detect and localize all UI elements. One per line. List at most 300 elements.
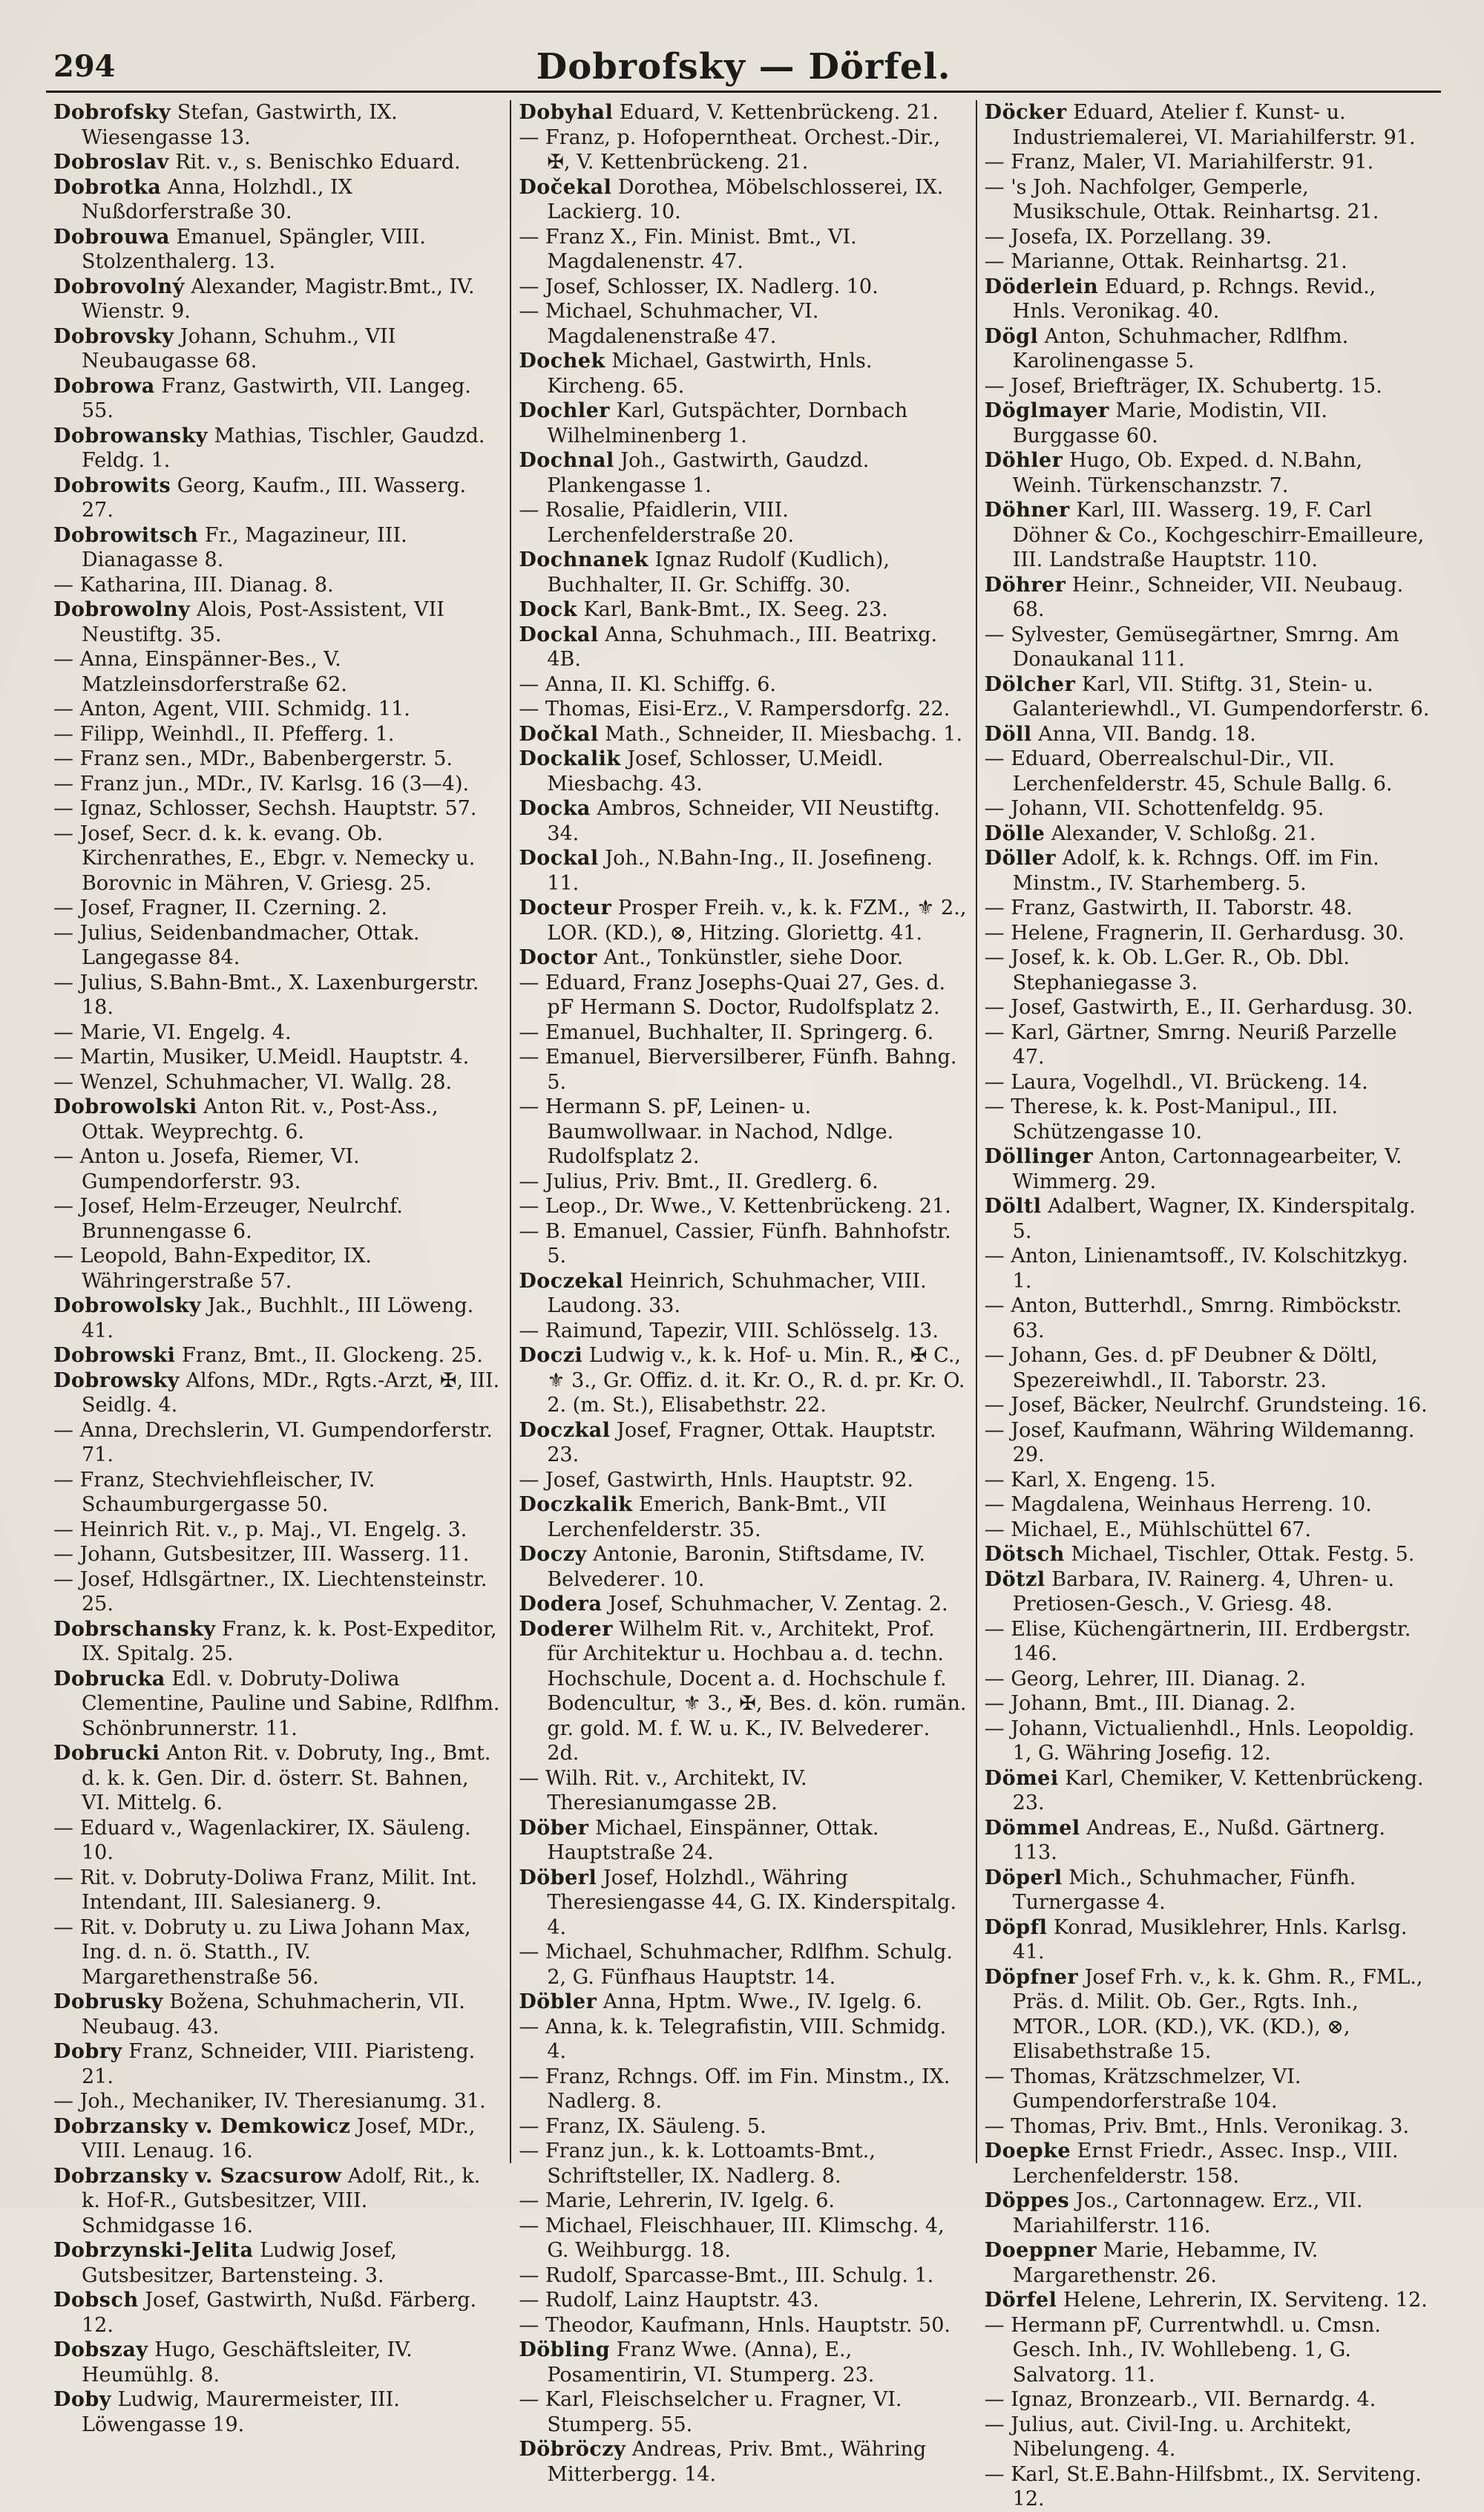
directory-entry xyxy=(519,2313,968,2338)
entry-surname: Dobry xyxy=(53,2040,122,2063)
entry-details: Heinrich, Schuhmacher, VIII. Laudong. 33. xyxy=(547,1269,927,1317)
directory-entry xyxy=(53,722,502,747)
entry-details: Ludwig Josef, Gutsbesitzer, Bartensteing. 3. xyxy=(82,2239,397,2287)
entry-surname: Dockalik xyxy=(519,747,621,770)
directory-entry xyxy=(53,2114,502,2164)
entry-surname: Doczi xyxy=(519,1344,583,1367)
entry-details: — Eduard v., Wagenlackirer, IX. Säuleng. 10. xyxy=(53,1816,471,1864)
directory-entry xyxy=(519,1866,968,1941)
directory-entry xyxy=(53,1020,502,1046)
entry-details: — Josef, Gastwirth, Hnls. Hauptstr. 92. xyxy=(519,1468,913,1492)
directory-entry xyxy=(53,921,502,971)
page-header xyxy=(46,46,1441,93)
directory-entry xyxy=(53,2288,502,2338)
entry-surname: Dobroslav xyxy=(53,151,169,174)
directory-entry xyxy=(519,349,968,399)
entry-details: — Josef, Helm-Erzeuger, Neulrchf. Brunnengasse 6. xyxy=(53,1195,403,1243)
directory-entry xyxy=(519,175,968,225)
entry-surname: Dock xyxy=(519,598,577,621)
entry-details: — Karl, St.E.Bahn-Hilfsbmt., IX. Serviteng. 12. xyxy=(984,2462,1422,2511)
directory-entry xyxy=(985,324,1434,374)
directory-entry xyxy=(985,399,1434,448)
entry-details: — Josef, Hdlsgärtner., IX. Liechtensteinstr. 25. xyxy=(53,1567,487,1616)
entry-details: — Raimund, Tapezir, VIII. Schlösselg. 13. xyxy=(519,1319,939,1342)
directory-entry xyxy=(519,747,968,796)
directory-entry xyxy=(53,1095,502,1144)
directory-entry xyxy=(53,697,502,722)
entry-details: — B. Emanuel, Cassier, Fünfh. Bahnhofstr. 5. xyxy=(519,1219,951,1268)
directory-entry xyxy=(519,2437,968,2487)
directory-entry xyxy=(985,995,1434,1020)
entry-surname: Doepke xyxy=(984,2139,1071,2162)
entry-details: — Laura, Vogelhdl., VI. Brückeng. 14. xyxy=(984,1070,1368,1094)
directory-entry xyxy=(53,175,502,225)
directory-entry xyxy=(985,1194,1434,1244)
entry-details: Ignaz Rudolf (Kudlich), Buchhalter, II. Gr. Schiffg. 30. xyxy=(547,548,890,597)
entry-surname: Döderlein xyxy=(984,275,1099,298)
entry-details: — Thomas, Priv. Bmt., Hnls. Veronikag. 3. xyxy=(984,2114,1410,2138)
directory-entry xyxy=(519,2387,968,2437)
directory-entry xyxy=(985,722,1434,747)
entry-details: Konrad, Musiklehrer, Hnls. Karlsg. 41. xyxy=(1012,1915,1408,1964)
entry-details: — Anna, Drechslerin, VI. Gumpendorferstr. 71. xyxy=(53,1418,493,1466)
entry-surname: Dochek xyxy=(519,350,605,373)
directory-entry xyxy=(53,772,502,797)
entry-details: — Josefa, IX. Porzellang. 39. xyxy=(984,225,1273,249)
entry-surname: Dobrowski xyxy=(53,1344,176,1367)
entry-details: Josef, Gastwirth, Nußd. Färberg. 12. xyxy=(82,2289,477,2337)
directory-entry xyxy=(519,275,968,300)
directory-entry xyxy=(519,125,968,175)
directory-entry xyxy=(519,448,968,498)
entry-details: Ludwig v., k. k. Hof- u. Min. R., ✠ C., ⚜ 3., Gr. Offiz. d. it. Kr. O., R. d. pr. Kr. O. 2. (m. St.), Elisabethstr. 22. xyxy=(547,1344,965,1417)
entry-details: — Marie, Lehrerin, IV. Igelg. 6. xyxy=(519,2189,835,2212)
entry-details: Edl. v. Dobruty-Doliwa Clementine, Pauline und Sabine, Rdlfhm. Schönbrunnerstr. 11. xyxy=(82,1667,500,1740)
directory-entry xyxy=(985,448,1434,498)
entry-surname: Dobrzansky v. Szacsurow xyxy=(53,2164,342,2188)
entry-details: — Wilh. Rit. v., Architekt, IV. Theresianumgasse 2B. xyxy=(519,1766,807,1814)
entry-details: Johann, Schuhm., VII Neubaugasse 68. xyxy=(82,324,396,373)
entry-surname: Dobrschansky xyxy=(53,1617,216,1641)
directory-entry xyxy=(985,796,1434,822)
directory-entry xyxy=(985,1020,1434,1070)
entry-details: — Magdalena, Weinhaus Herreng. 10. xyxy=(984,1493,1372,1516)
directory-entry xyxy=(985,1766,1434,1816)
entry-surname: Döller xyxy=(984,847,1056,870)
entry-details: Karl, Gutspächter, Dornbach Wilhelminenberg 1. xyxy=(547,399,908,447)
directory-entry xyxy=(985,1816,1434,1866)
entry-details: — Ignaz, Bronzearb., VII. Bernardg. 4. xyxy=(984,2388,1376,2411)
directory-entry xyxy=(519,2214,968,2263)
directory-entry xyxy=(985,623,1434,672)
entry-details: — Franz, Maler, VI. Mariahilferstr. 91. xyxy=(984,151,1374,174)
entry-details: — Johann, VII. Schottenfeldg. 95. xyxy=(984,797,1324,820)
entry-details: — Emanuel, Buchhalter, II. Springerg. 6. xyxy=(519,1020,934,1044)
entry-details: — Eduard, Franz Josephs-Quai 27, Ges. d. pF Hermann S. Doctor, Rudolfsplatz 2. xyxy=(519,971,946,1019)
directory-entry xyxy=(519,2065,968,2114)
entry-details: — Julius, aut. Civil-Ing. u. Architekt, Nibelungeng. 4. xyxy=(984,2413,1352,2461)
directory-entry xyxy=(985,822,1434,847)
directory-entry xyxy=(985,1965,1434,2065)
entry-details: — Michael, Schuhmacher, VI. Magdalenenstraße 47. xyxy=(519,300,819,348)
directory-entry xyxy=(985,945,1434,995)
entry-surname: Dochler xyxy=(519,399,610,422)
entry-surname: Dörfel xyxy=(984,2289,1057,2312)
entry-surname: Dölle xyxy=(984,822,1045,845)
directory-entry xyxy=(519,597,968,623)
entry-details: — Josef, Secr. d. k. k. evang. Ob. Kirchenrathes, E., Ebgr. v. Nemecky u. Borovnic in Mähren, V. Griesg. 25. xyxy=(53,822,476,895)
directory-entry xyxy=(53,2089,502,2114)
entry-surname: Döbröczy xyxy=(519,2438,626,2461)
directory-entry xyxy=(53,1667,502,1742)
entry-details: Anton, Cartonnagearbeiter, V. Wimmerg. 29. xyxy=(1012,1145,1402,1193)
directory-entry xyxy=(519,896,968,945)
directory-entry xyxy=(985,175,1434,225)
entry-surname: Dobyhal xyxy=(519,101,614,124)
directory-entry xyxy=(519,1319,968,1344)
entry-surname: Döglmayer xyxy=(984,399,1109,422)
entry-details: — Franz X., Fin. Minist. Bmt., VI. Magdalenenstr. 47. xyxy=(519,225,857,273)
directory-entry xyxy=(53,374,502,424)
entry-details: — Karl, X. Engeng. 15. xyxy=(984,1468,1216,1492)
page-number: 294 xyxy=(53,49,116,84)
entry-surname: Doczy xyxy=(519,1543,587,1566)
entry-details: — Johann, Ges. d. pF Deubner & Döltl, Spezereiwhdl., II. Taborstr. 23. xyxy=(984,1344,1378,1392)
entry-details: — Georg, Lehrer, III. Dianag. 2. xyxy=(984,1667,1306,1690)
directory-entry xyxy=(53,1343,502,1368)
entry-surname: Dobrouwa xyxy=(53,225,170,249)
directory-entry xyxy=(53,523,502,573)
entry-details: — Rudolf, Sparcasse-Bmt., III. Schulg. 1. xyxy=(519,2263,934,2287)
directory-entry xyxy=(985,2387,1434,2413)
directory-entry xyxy=(53,1816,502,1866)
entry-details: — Michael, E., Mühlschüttel 67. xyxy=(984,1518,1312,1541)
directory-entry xyxy=(53,1915,502,1990)
entry-details: Josef, Holzhdl., Währing Theresiengasse 44, G. IX. Kinderspitalg. 4. xyxy=(547,1866,957,1939)
directory-entry xyxy=(985,275,1434,324)
entry-details: — Martin, Musiker, U.Meidl. Hauptstr. 4. xyxy=(53,1046,470,1069)
entry-surname: Dobrucka xyxy=(53,1667,165,1690)
directory-entry xyxy=(53,1045,502,1070)
entry-surname: Dömei xyxy=(984,1766,1059,1790)
directory-entry xyxy=(519,1990,968,2015)
directory-entry xyxy=(985,1492,1434,1518)
entry-details: — Anton, Linienamtsoff., IV. Kolschitzkyg. 1. xyxy=(984,1244,1408,1293)
entry-surname: Dockal xyxy=(519,847,599,870)
directory-entry xyxy=(519,2263,968,2289)
directory-entry xyxy=(985,374,1434,399)
entry-surname: Dodera xyxy=(519,1593,603,1616)
entry-details: Josef, Schuhmacher, V. Zentag. 2. xyxy=(602,1593,948,1616)
directory-entry xyxy=(53,1990,502,2039)
directory-entry xyxy=(985,1667,1434,1692)
entry-surname: Dobrofsky xyxy=(53,101,171,124)
directory-entry xyxy=(53,100,502,150)
directory-entry xyxy=(985,2114,1434,2139)
entry-details: — Josef, Bäcker, Neulrchf. Grundsteing. 16. xyxy=(984,1394,1428,1417)
entry-surname: Dobrowits xyxy=(53,473,171,497)
entry-details: — Franz sen., MDr., Babenbergerstr. 5. xyxy=(53,747,453,770)
entry-details: Franz, Schneider, VIII. Piaristeng. 21. xyxy=(82,2040,476,2088)
entry-details: Ant., Tonkünstler, siehe Door. xyxy=(597,946,904,969)
entry-details: — Franz, Rchngs. Off. im Fin. Minstm., IX. Nadlerg. 8. xyxy=(519,2065,951,2113)
entry-details: Ambros, Schneider, VII Neustiftg. 34. xyxy=(547,797,940,845)
entry-details: — Anton, Agent, VIII. Schmidg. 11. xyxy=(53,698,410,721)
columns xyxy=(46,100,1441,2511)
entry-details: Adolf, k. k. Rchngs. Off. im Fin. Minstm., IV. Starhemberg. 5. xyxy=(1012,847,1379,895)
entry-details: Barbara, IV. Rainerg. 4, Uhren- u. Pretiosen-Gesch., V. Griesg. 48. xyxy=(1012,1567,1395,1616)
entry-surname: Dölcher xyxy=(984,672,1076,696)
directory-entry xyxy=(985,921,1434,946)
entry-surname: Dobrucki xyxy=(53,1742,160,1765)
directory-entry xyxy=(53,647,502,697)
entry-surname: Dobszay xyxy=(53,2338,148,2361)
entry-details: Anton Rit. v., Post-Ass., Ottak. Weyprechtg. 6. xyxy=(82,1095,439,1144)
entry-surname: Dočekal xyxy=(519,175,612,199)
entry-surname: Dömmel xyxy=(984,1816,1080,1840)
entry-details: — 's Joh. Nachfolger, Gemperle, Musikschule, Ottak. Reinhartsg. 21. xyxy=(984,175,1379,223)
entry-surname: Dobrowolski xyxy=(53,1095,197,1118)
entry-details: — Franz, Stechviehfleischer, IV. Schaumburgergasse 50. xyxy=(53,1468,375,1516)
entry-surname: Döll xyxy=(984,722,1032,746)
directory-entry xyxy=(53,822,502,896)
directory-entry xyxy=(985,1915,1434,1965)
directory-entry xyxy=(519,399,968,448)
directory-entry xyxy=(985,1617,1434,1667)
entry-details: — Franz, Gastwirth, II. Taborstr. 48. xyxy=(984,896,1353,919)
entry-surname: Dobrovsky xyxy=(53,324,174,348)
entry-details: Heinr., Schneider, VII. Neubaug. 68. xyxy=(1012,573,1404,621)
entry-details: Eduard, p. Rchngs. Revid., Hnls. Veronikag. 40. xyxy=(1012,275,1376,323)
entry-details: Dorothea, Möbelschlosserei, IX. Lackierg. 10. xyxy=(547,175,944,223)
directory-entry xyxy=(985,100,1434,150)
entry-details: — Michael, Fleischhauer, III. Klimschg. 4, G. Weihburgg. 18. xyxy=(519,2214,945,2262)
entry-surname: Döber xyxy=(519,1816,589,1840)
directory-entry xyxy=(519,2139,968,2188)
directory-entry xyxy=(53,1468,502,1518)
entry-surname: Doczekal xyxy=(519,1269,624,1293)
entry-details: Adolf, Rit., k. k. Hof-R., Gutsbesitzer, VIII. Schmidgasse 16. xyxy=(82,2164,481,2237)
entry-surname: Döhler xyxy=(984,449,1063,472)
entry-details: — Josef, Kaufmann, Währing Wildemanng. 29. xyxy=(984,1418,1415,1466)
entry-details: Antonie, Baronin, Stiftsdame, IV. Belvederег. 10. xyxy=(547,1543,925,1591)
entry-surname: Dobrowa xyxy=(53,374,155,398)
entry-details: Alfons, MDr., Rgts.-Arzt, ✠, III. Seidlg. 4. xyxy=(82,1368,500,1417)
entry-surname: Dochnal xyxy=(519,449,614,472)
directory-entry xyxy=(985,1070,1434,1095)
entry-details: Franz, Gastwirth, VII. Langeg. 55. xyxy=(82,374,471,422)
directory-entry xyxy=(519,100,968,125)
entry-details: — Anton u. Josefa, Riemer, VI. Gumpendorferstr. 93. xyxy=(53,1145,360,1193)
entry-details: Božena, Schuhmacherin, VII. Neubaug. 43. xyxy=(82,1990,465,2039)
entry-details: — Johann, Bmt., III. Dianag. 2. xyxy=(984,1692,1296,1715)
directory-entry xyxy=(519,697,968,722)
directory-entry xyxy=(985,2139,1434,2188)
entry-details: Josef, Fragner, Ottak. Hauptstr. 23. xyxy=(547,1418,936,1466)
entry-details: Anton, Schuhmacher, Rdlfhm. Karolinengasse 5. xyxy=(1012,324,1349,373)
entry-details: Mathias, Tischler, Gaudzd. Feldg. 1. xyxy=(82,424,485,472)
entry-surname: Doderer xyxy=(519,1617,613,1641)
entry-details: Wilhelm Rit. v., Architekt, Prof. für Architektur u. Hochbau a. d. techn. Hochschule, Docent a. d. Hochschule f. Bodencultur, ⚜ 3., ✠, Bes. d. kön. rumän. gr. gold. M. f. W. u. K., IV. Belvederег. 2d. xyxy=(547,1617,967,1765)
directory-entry xyxy=(519,1766,968,1816)
entry-details: — Franz, p. Hofoperntheat. Orchest.-Dir., ✠, V. Kettenbrückeng. 21. xyxy=(519,125,941,174)
directory-entry xyxy=(53,896,502,921)
entry-details: — Hermann pF, Currentwhdl. u. Cmsn. Gesch. Inh., IV. Wohllebeng. 1, G. Salvatorg. 11. xyxy=(984,2313,1382,2387)
entry-details: Hugo, Ob. Exped. d. N.Bahn, Weinh. Türkenschanzstr. 7. xyxy=(1012,449,1363,497)
directory-entry xyxy=(985,1716,1434,1766)
directory-entry xyxy=(519,2288,968,2313)
directory-entry xyxy=(985,1567,1434,1617)
entry-surname: Döppes xyxy=(984,2189,1070,2212)
entry-details: — Franz jun., MDr., IV. Karlsg. 16 (3—4). xyxy=(53,772,470,796)
entry-details: Anna, VII. Bandg. 18. xyxy=(1031,722,1256,746)
entry-surname: Dočkal xyxy=(519,722,599,746)
entry-details: Michael, Tischler, Ottak. Festg. 5. xyxy=(1064,1543,1415,1566)
entry-details: Andreas, Priv. Bmt., Währing Mitterbergg. 14. xyxy=(547,2438,927,2486)
directory-entry xyxy=(519,722,968,747)
directory-entry xyxy=(53,1418,502,1468)
entry-surname: Dobrotka xyxy=(53,175,162,199)
entry-details: — Katharina, III. Dianag. 8. xyxy=(53,573,334,597)
entry-details: — Thomas, Eisi-Erz., V. Rampersdorfg. 22. xyxy=(519,698,951,721)
column-1 xyxy=(46,100,511,2436)
directory-entry xyxy=(985,1418,1434,1468)
entry-details: Emanuel, Spängler, VIII. Stolzenthalerg. 13. xyxy=(82,225,426,273)
entry-details: Andreas, E., Nußd. Gärtnerg. 113. xyxy=(1012,1816,1385,1864)
directory-entry xyxy=(519,2114,968,2139)
directory-entry xyxy=(519,2188,968,2214)
entry-details: — Eduard, Oberrealschul-Dir., VII. Lerchenfelderstr. 45, Schule Ballg. 6. xyxy=(984,747,1393,796)
entry-details: — Josef, Schlosser, IX. Nadlerg. 10. xyxy=(519,275,879,298)
entry-surname: Dobrowolsky xyxy=(53,1294,202,1317)
directory-entry xyxy=(519,846,968,896)
entry-surname: Doby xyxy=(53,2388,111,2411)
directory-entry xyxy=(53,1542,502,1567)
directory-entry xyxy=(519,623,968,672)
directory-entry xyxy=(53,473,502,523)
entry-details: — Marie, VI. Engelg. 4. xyxy=(53,1020,292,1044)
entry-details: Marie, Hebamme, IV. Margarethenstr. 26. xyxy=(1012,2239,1319,2287)
directory-entry xyxy=(53,2039,502,2089)
directory-entry xyxy=(53,796,502,822)
directory-entry xyxy=(519,225,968,275)
entry-details: — Franz, IX. Säuleng. 5. xyxy=(519,2114,766,2138)
entry-details: — Anna, II. Kl. Schiffg. 6. xyxy=(519,672,776,696)
entry-details: — Emanuel, Bierversilberer, Fünfh. Bahng. 5. xyxy=(519,1046,957,1094)
entry-details: Adalbert, Wagner, IX. Kinderspitalg. 5. xyxy=(1012,1195,1416,1243)
entry-details: — Elise, Küchengärtnerin, III. Erdbergstr. 146. xyxy=(984,1617,1411,1665)
entry-surname: Dobrowansky xyxy=(53,424,208,447)
entry-details: — Marianne, Ottak. Reinhartsg. 21. xyxy=(984,250,1347,273)
directory-entry xyxy=(53,275,502,324)
entry-surname: Döpfl xyxy=(984,1915,1048,1939)
directory-entry xyxy=(985,672,1434,722)
entry-details: Rit. v., s. Benischko Eduard. xyxy=(168,151,461,174)
entry-surname: Dögl xyxy=(984,324,1039,348)
entry-surname: Dobrowsky xyxy=(53,1368,180,1392)
running-title: Dobrofsky — Dörfel. xyxy=(536,46,951,88)
entry-details: Anna, Hptm. Wwe., IV. Igelg. 6. xyxy=(597,1990,922,2013)
directory-entry xyxy=(985,498,1434,573)
entry-surname: Doczkal xyxy=(519,1418,611,1442)
directory-entry xyxy=(985,150,1434,175)
entry-details: — Anna, Einspänner-Bes., V. Matzleinsdorferstraße 62. xyxy=(53,648,347,696)
directory-entry xyxy=(53,1567,502,1617)
directory-entry xyxy=(53,2164,502,2239)
directory-entry xyxy=(985,1144,1434,1194)
entry-details: Helene, Lehrerin, IX. Serviteng. 12. xyxy=(1057,2289,1428,2312)
entry-details: — Johann, Victualienhdl., Hnls. Leopoldig. 1, G. Währing Josefig. 12. xyxy=(984,1716,1415,1765)
entry-details: — Karl, Gärtner, Smrng. Neuriß Parzelle 47. xyxy=(984,1020,1397,1069)
directory-entry xyxy=(519,796,968,846)
directory-entry xyxy=(53,424,502,473)
entry-details: Franz Wwe. (Anna), E., Posamentirin, VI. Stumperg. 23. xyxy=(547,2338,875,2387)
entry-surname: Döpfner xyxy=(984,1965,1079,1989)
entry-details: Karl, III. Wasserg. 19, F. Carl Döhner & Co., Kochgeschirr-Emailleure, III. Landstraße Hauptstr. 110. xyxy=(1012,499,1425,571)
entry-details: — Wenzel, Schuhmacher, VI. Wallg. 28. xyxy=(53,1070,453,1094)
entry-details: Anna, Schuhmach., III. Beatrixg. 4B. xyxy=(547,623,938,671)
entry-details: — Joh., Mechaniker, IV. Theresianumg. 31. xyxy=(53,2090,486,2113)
entry-details: Franz, k. k. Post-Expeditor, IX. Spitalg. 25. xyxy=(82,1617,497,1665)
entry-details: Alexander, V. Schloßg. 21. xyxy=(1045,822,1316,845)
directory-entry xyxy=(53,225,502,275)
entry-details: — Heinrich Rit. v., p. Maj., VI. Engelg. 3. xyxy=(53,1518,467,1541)
directory-entry xyxy=(985,2462,1434,2512)
entry-surname: Dötzl xyxy=(984,1567,1045,1591)
entry-surname: Dobsch xyxy=(53,2289,139,2312)
entry-details: — Anna, k. k. Telegrafistin, VIII. Schmidg. 4. xyxy=(519,2015,947,2063)
directory-entry xyxy=(519,2015,968,2065)
entry-details: Marie, Modistin, VII. Burggasse 60. xyxy=(1012,399,1328,447)
directory-entry xyxy=(53,2387,502,2437)
directory-entry xyxy=(53,1617,502,1667)
directory-entry xyxy=(985,1343,1434,1393)
directory-entry xyxy=(985,2313,1434,2388)
directory-entry xyxy=(519,1468,968,1493)
entry-details: — Josef, Fragner, II. Czerning. 2. xyxy=(53,896,388,919)
entry-surname: Docteur xyxy=(519,896,612,919)
directory-entry xyxy=(519,1542,968,1592)
entry-details: — Leop., Dr. Wwe., V. Kettenbrückeng. 21. xyxy=(519,1195,951,1218)
directory-entry xyxy=(985,2188,1434,2238)
entry-surname: Dötsch xyxy=(984,1543,1065,1566)
directory-entry xyxy=(519,1194,968,1219)
entry-details: Georg, Kaufm., III. Wasserg. 27. xyxy=(82,473,467,522)
entry-details: — Rudolf, Lainz Hauptstr. 43. xyxy=(519,2289,819,2312)
directory-entry xyxy=(53,1194,502,1244)
entry-surname: Dochnanek xyxy=(519,548,649,571)
entry-surname: Döbler xyxy=(519,1990,597,2013)
directory-entry xyxy=(985,1691,1434,1716)
directory-entry xyxy=(519,1492,968,1542)
directory-entry xyxy=(53,747,502,772)
directory-entry xyxy=(519,2338,968,2387)
entry-details: Stefan, Gastwirth, IX. Wiesengasse 13. xyxy=(82,101,398,149)
directory-entry xyxy=(985,1866,1434,1915)
entry-details: — Julius, Seidenbandmacher, Ottak. Langegasse 84. xyxy=(53,921,420,969)
directory-entry xyxy=(53,1866,502,1915)
directory-entry xyxy=(519,1095,968,1170)
directory-entry xyxy=(53,1293,502,1343)
entry-details: — Julius, Priv. Bmt., II. Gredlerg. 6. xyxy=(519,1170,879,1193)
entry-surname: Dockal xyxy=(519,623,599,646)
entry-details: Karl, VII. Stiftg. 31, Stein- u. Galanteriewhdl., VI. Gumpendorferstr. 6. xyxy=(1012,672,1430,721)
entry-surname: Doctor xyxy=(519,946,597,969)
entry-details: — Helene, Fragnerin, II. Gerhardusg. 30. xyxy=(984,921,1405,945)
directory-entry xyxy=(53,1070,502,1095)
entry-details: Eduard, V. Kettenbrückeng. 21. xyxy=(613,101,939,124)
directory-entry xyxy=(53,150,502,175)
